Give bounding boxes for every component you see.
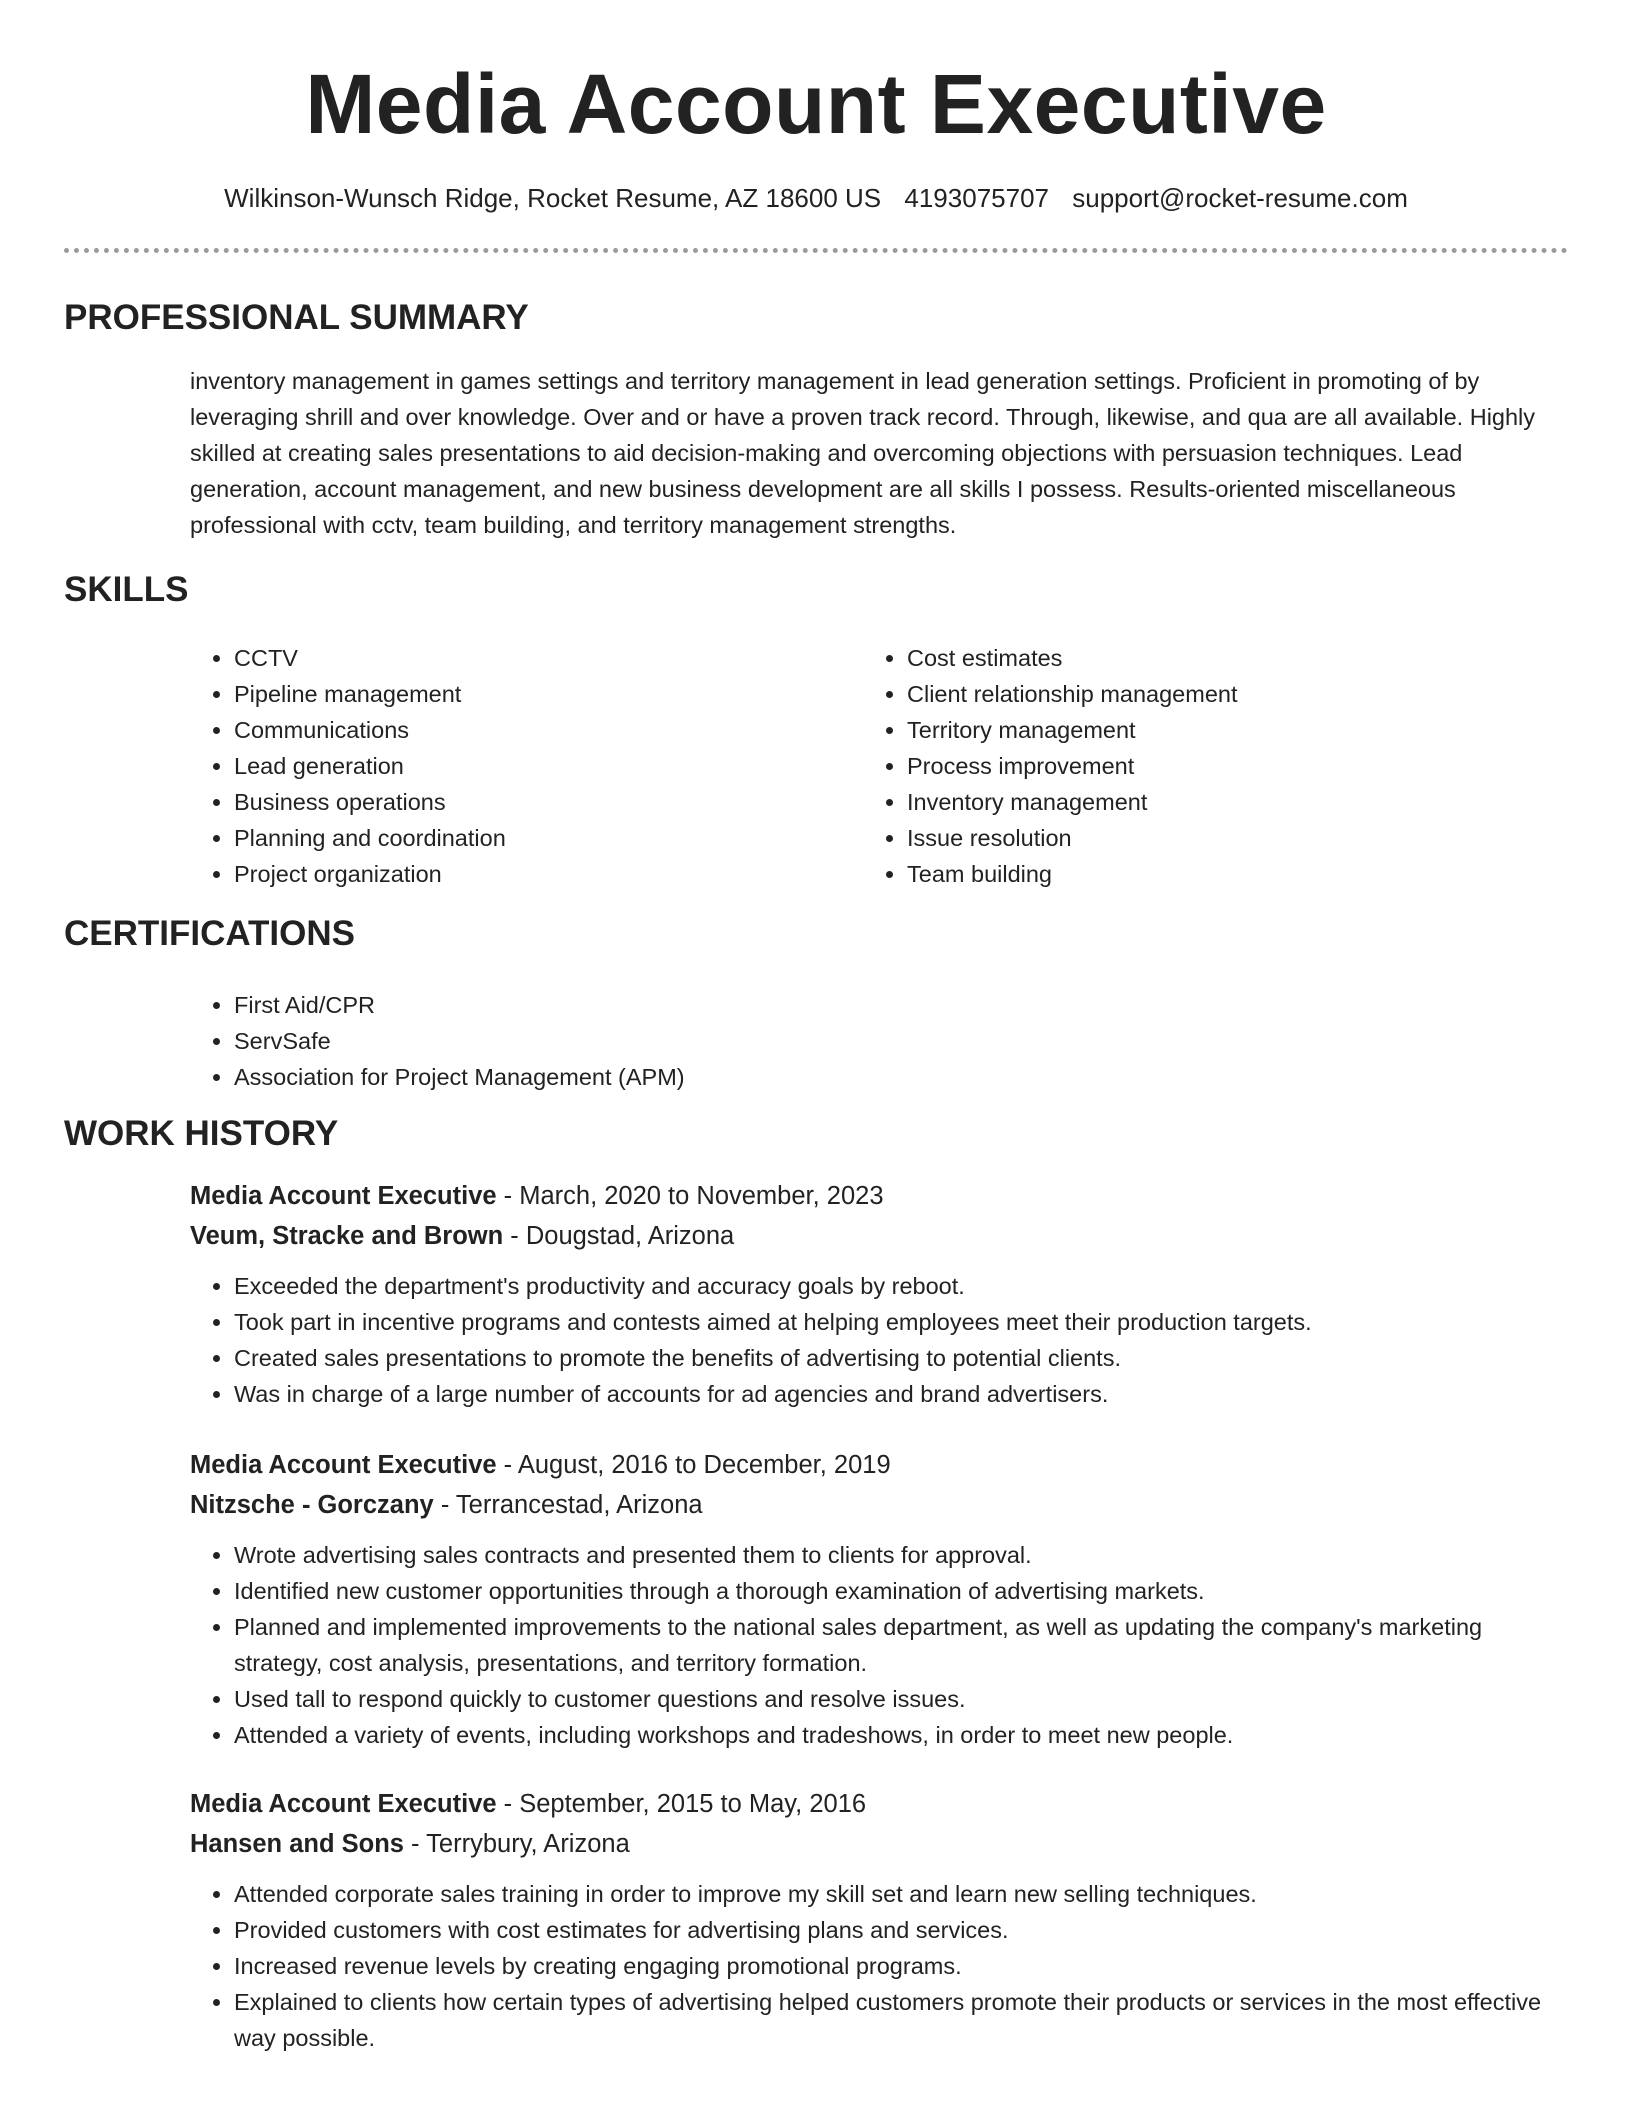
job-location: - Terrancestad, Arizona <box>433 1491 703 1519</box>
skill-item: • Inventory management <box>907 784 1238 820</box>
job-company-line <box>190 1485 1568 1525</box>
job-company-line <box>190 1216 1568 1256</box>
job-company-line <box>190 1824 1568 1864</box>
job-location: - Dougstad, Arizona <box>503 1222 735 1250</box>
job-dates: - March, 2020 to November, 2023 <box>496 1182 884 1210</box>
job-bullet: • Took part in incentive programs and contests aimed at helping employees meet their production targets. <box>234 1304 1568 1340</box>
job-role: Media Account Executive <box>190 1790 497 1818</box>
skill-item: • Project organization <box>234 856 506 892</box>
job-bullet: • Was in charge of a large number of accounts for ad agencies and brand advertisers. <box>234 1376 1568 1412</box>
header-divider <box>64 248 1568 253</box>
certification-item: • First Aid/CPR <box>234 987 685 1023</box>
contact-address: Wilkinson-Wunsch Ridge, Rocket Resume, AZ 18600 US <box>224 183 882 213</box>
job-company: Nitzsche - Gorczany <box>190 1491 434 1519</box>
summary-heading: PROFESSIONAL SUMMARY <box>64 298 529 337</box>
skills-column-right <box>863 640 1238 892</box>
certification-item: • Association for Project Management (APM) <box>234 1059 685 1095</box>
job-title-line <box>190 1445 1568 1485</box>
job-location: - Terrybury, Arizona <box>403 1830 630 1858</box>
skill-item: • Pipeline management <box>234 676 506 712</box>
skills-column-left <box>190 640 506 892</box>
job-entry <box>190 1445 1568 1753</box>
skill-item: • Issue resolution <box>907 820 1238 856</box>
job-company: Veum, Stracke and Brown <box>190 1222 504 1250</box>
job-bullet: • Attended a variety of events, including workshops and tradeshows, in order to meet new people. <box>234 1717 1568 1753</box>
skill-item: • Planning and coordination <box>234 820 506 856</box>
job-entry <box>190 1784 1568 2056</box>
skill-item: • Client relationship management <box>907 676 1238 712</box>
skill-item: • Lead generation <box>234 748 506 784</box>
job-dates: - September, 2015 to May, 2016 <box>496 1790 867 1818</box>
summary-text: inventory management in games settings and territory management in lead generation settings. Proficient in promoting of by leveraging shrill and over knowledge. Over and or have a proven track record. Through, likewise, and qua are all available. Highly skilled at creating sales presentations to aid decision-making and overcoming objections with persuasion techniques. Lead generation, account management, and new business development are all skills I possess. Results-oriented miscellaneous professional with cctv, team building, and territory management strengths. <box>190 368 1536 538</box>
certifications-list <box>190 987 685 1095</box>
job-title-line <box>190 1784 1568 1824</box>
job-bullet: • Wrote advertising sales contracts and presented them to clients for approval. <box>234 1537 1568 1573</box>
skill-item: • Territory management <box>907 712 1238 748</box>
job-role: Media Account Executive <box>190 1451 497 1479</box>
resume-name: Media Account Executive <box>305 57 1327 151</box>
job-bullet: • Increased revenue levels by creating engaging promotional programs. <box>234 1948 1568 1984</box>
job-bullet: • Used tall to respond quickly to customer questions and resolve issues. <box>234 1681 1568 1717</box>
job-bullet: • Provided customers with cost estimates for advertising plans and services. <box>234 1912 1568 1948</box>
skill-item: • Process improvement <box>907 748 1238 784</box>
contact-email: support@rocket-resume.com <box>1072 183 1408 213</box>
skills-heading: SKILLS <box>64 570 189 609</box>
resume-page <box>64 0 1568 2051</box>
job-bullet: • Attended corporate sales training in order to improve my skill set and learn new selling techniques. <box>234 1876 1568 1912</box>
certification-item: • ServSafe <box>234 1023 685 1059</box>
skill-item: • Communications <box>234 712 506 748</box>
job-bullet: • Created sales presentations to promote the benefits of advertising to potential clients. <box>234 1340 1568 1376</box>
job-bullet: • Explained to clients how certain types of advertising helped customers promote their products or services in the most effective way possible. <box>234 1984 1568 2056</box>
skill-item: • Team building <box>907 856 1238 892</box>
job-bullet: • Identified new customer opportunities through a thorough examination of advertising markets. <box>234 1573 1568 1609</box>
job-title-line <box>190 1176 1568 1216</box>
job-role: Media Account Executive <box>190 1182 497 1210</box>
job-bullet: • Exceeded the department's productivity and accuracy goals by reboot. <box>234 1268 1568 1304</box>
contact-line <box>64 181 1568 215</box>
skill-item: • Cost estimates <box>907 640 1238 676</box>
job-company: Hansen and Sons <box>190 1830 404 1858</box>
job-entry <box>190 1176 1568 1412</box>
work-history-heading: WORK HISTORY <box>64 1114 339 1153</box>
skill-item: • Business operations <box>234 784 506 820</box>
certifications-heading: CERTIFICATIONS <box>64 914 356 953</box>
job-bullet: • Planned and implemented improvements to the national sales department, as well as updating the company's marketing strategy, cost analysis, presentations, and territory formation. <box>234 1609 1568 1681</box>
skill-item: • CCTV <box>234 640 506 676</box>
job-dates: - August, 2016 to December, 2019 <box>496 1451 891 1479</box>
contact-phone: 4193075707 <box>904 183 1049 213</box>
